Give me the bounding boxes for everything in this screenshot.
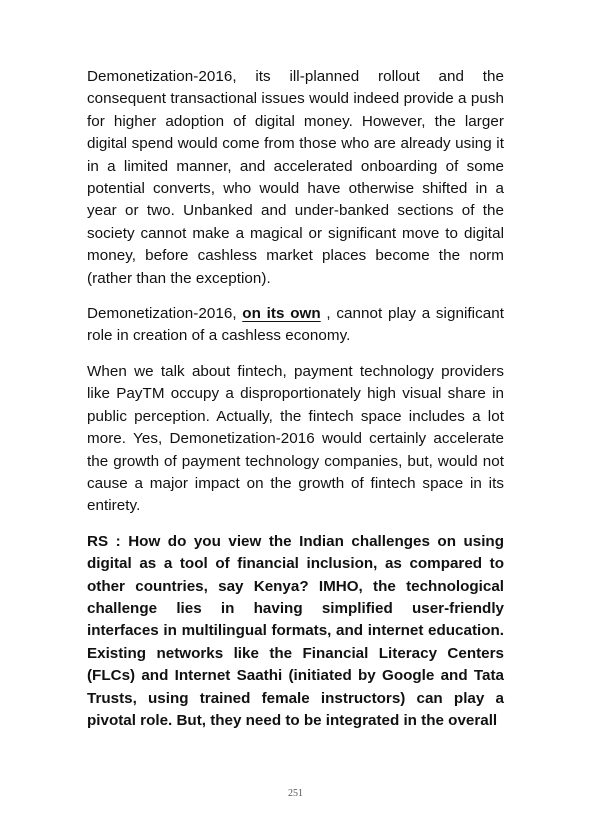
paragraph-demonetization-rollout: Demonetization-2016, its ill-planned rollout and the consequent transactional issues would indeed provide a push for higher adoption of digital money. However, the larger digital spend would come from those who are already using it in a limited manner, and accelerated onboarding of some potential converts, who would have otherwise shifted in a year or two. Unbanked and under-banked sections of the society cannot make a magical or significant move to digital money, before cashless market places become the norm (rather than the exception).	[87, 68, 504, 287]
paragraph-rs-question: RS : How do you view the Indian challenges on using digital as a tool of financial inclusion, as compared to other countries, say Kenya? IMHO, the technological challenge lies in having simplified user-friendly interfaces in multilingual formats, and internet education. Existing networks like the Financial Literacy Centers (FLCs) and Internet Saathi (initiated by Google and Tata Trusts, using trained female instructors) can play a pivotal role. But, they need to be integrated in the overall	[87, 532, 504, 729]
paragraph-cashless-economy	[87, 303, 504, 348]
page-body	[87, 66, 504, 732]
paragraph-text: Demonetization-2016,	[87, 305, 243, 323]
paragraph-text: , cannot play a significant role in creation of a cashless economy.	[87, 305, 504, 345]
paragraph-fintech: When we talk about fintech, payment technology providers like PayTM occupy a disproportionately high visual share in public perception. Actually, the fintech space includes a lot more. Yes, Demonetization-2016 would certainly accelerate the growth of payment technology companies, but, would not cause a major impact on the growth of fintech space in its entirety.	[87, 362, 504, 515]
page-number: 251	[288, 788, 303, 799]
emphasis-on-its-own: on its own	[242, 305, 321, 323]
